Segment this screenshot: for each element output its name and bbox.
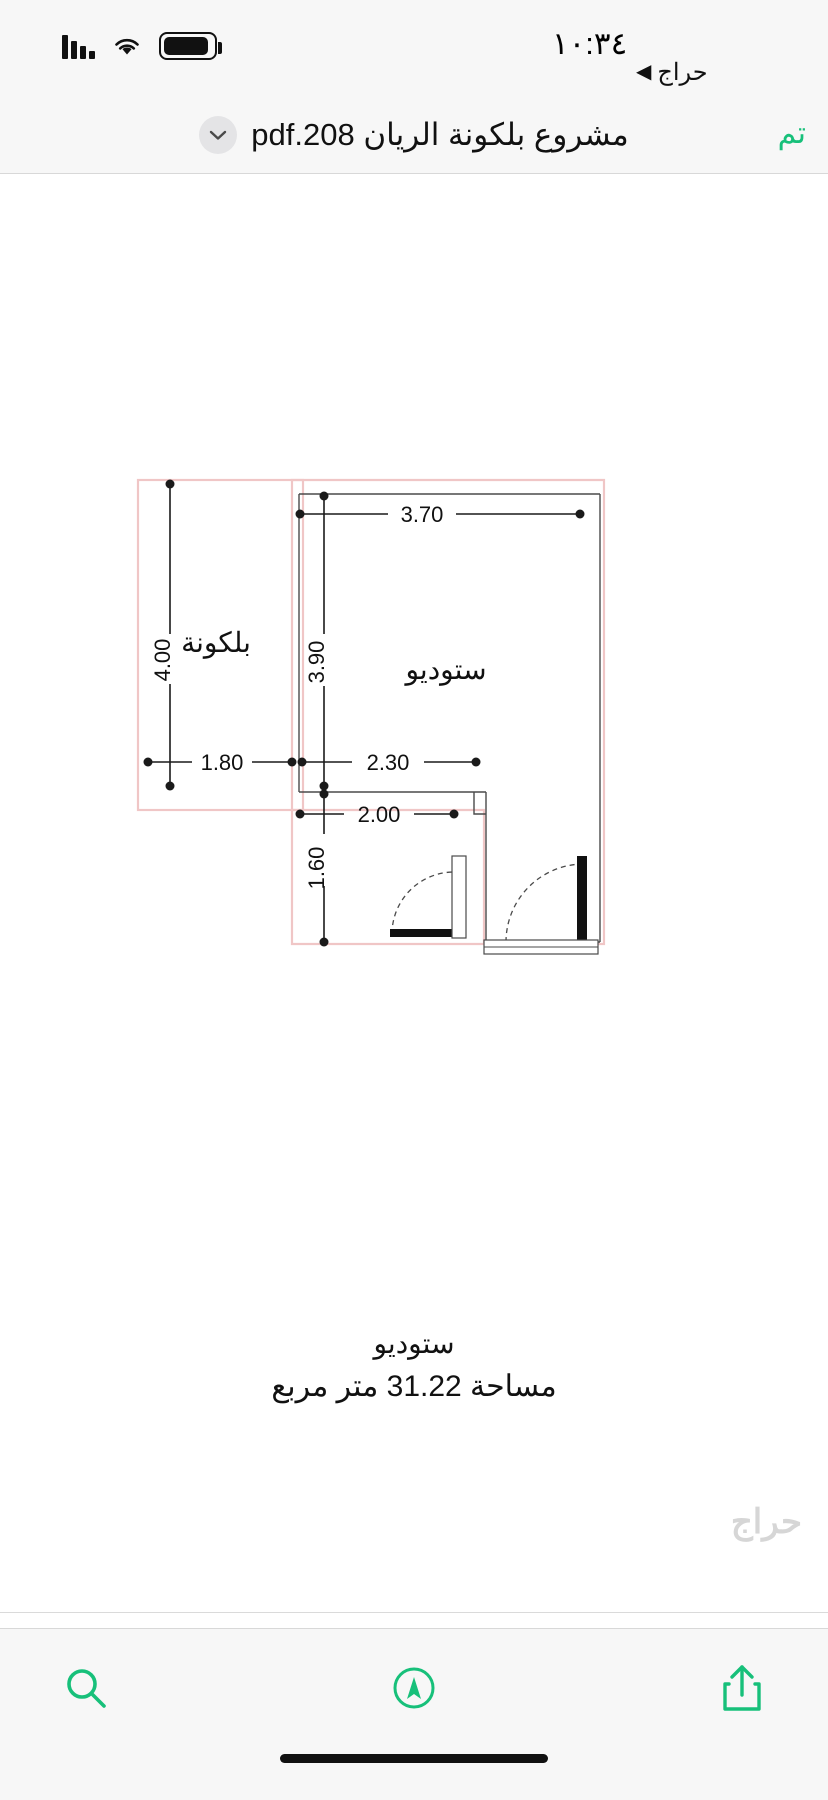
nav-bar xyxy=(0,96,828,174)
search-button[interactable] xyxy=(54,1656,118,1720)
floor-plan-drawing xyxy=(134,474,694,994)
markup-button[interactable] xyxy=(382,1656,446,1720)
caption-title: ستوديو xyxy=(373,1328,455,1359)
bottom-toolbar xyxy=(0,1628,828,1746)
markup-pen-icon xyxy=(391,1665,437,1711)
nav-title-group[interactable] xyxy=(0,96,828,174)
room-label-balcony: بلكونة xyxy=(181,627,251,658)
pdf-document-view[interactable] xyxy=(0,174,828,1628)
done-button[interactable]: تم xyxy=(777,117,806,150)
chevron-down-icon[interactable] xyxy=(199,116,237,154)
dimension-label-400: 4.00 xyxy=(150,638,175,682)
door-swing-left xyxy=(390,856,466,938)
back-app-label: حراج xyxy=(657,59,708,86)
dimension-label-390: 3.90 xyxy=(304,640,329,684)
wifi-icon xyxy=(111,34,143,58)
home-indicator[interactable] xyxy=(280,1754,548,1763)
plan-outline xyxy=(138,480,604,944)
signal-bars-icon xyxy=(62,33,95,59)
plan-structure xyxy=(299,494,600,942)
plan-caption xyxy=(0,1324,828,1408)
dimension-label-370: 3.70 xyxy=(400,502,444,527)
home-indicator-area xyxy=(0,1746,828,1800)
search-icon xyxy=(63,1665,109,1711)
page-separator-top xyxy=(0,1612,828,1613)
page-title: مشروع بلكونة الريان 208.pdf xyxy=(251,117,629,152)
dimension-400 xyxy=(166,480,175,791)
door-swing-right xyxy=(484,856,598,954)
dimension-label-230: 2.30 xyxy=(366,750,410,775)
dimension-label-160: 1.60 xyxy=(304,846,329,890)
dimension-label-200: 2.00 xyxy=(357,802,401,827)
status-time: ١٠:٣٤ xyxy=(552,26,628,61)
status-bar xyxy=(0,0,828,96)
status-icons xyxy=(62,32,217,60)
back-to-app-link[interactable] xyxy=(636,58,708,87)
caption-area: مساحة 31.22 متر مربع xyxy=(271,1369,557,1403)
watermark: حراج xyxy=(730,1503,802,1541)
dimension-label-180: 1.80 xyxy=(200,750,244,775)
chevron-left-icon: ◀ xyxy=(636,60,652,83)
share-button[interactable] xyxy=(710,1656,774,1720)
share-icon xyxy=(721,1663,763,1713)
battery-icon xyxy=(159,32,217,60)
room-label-studio: ستوديو xyxy=(405,654,487,685)
